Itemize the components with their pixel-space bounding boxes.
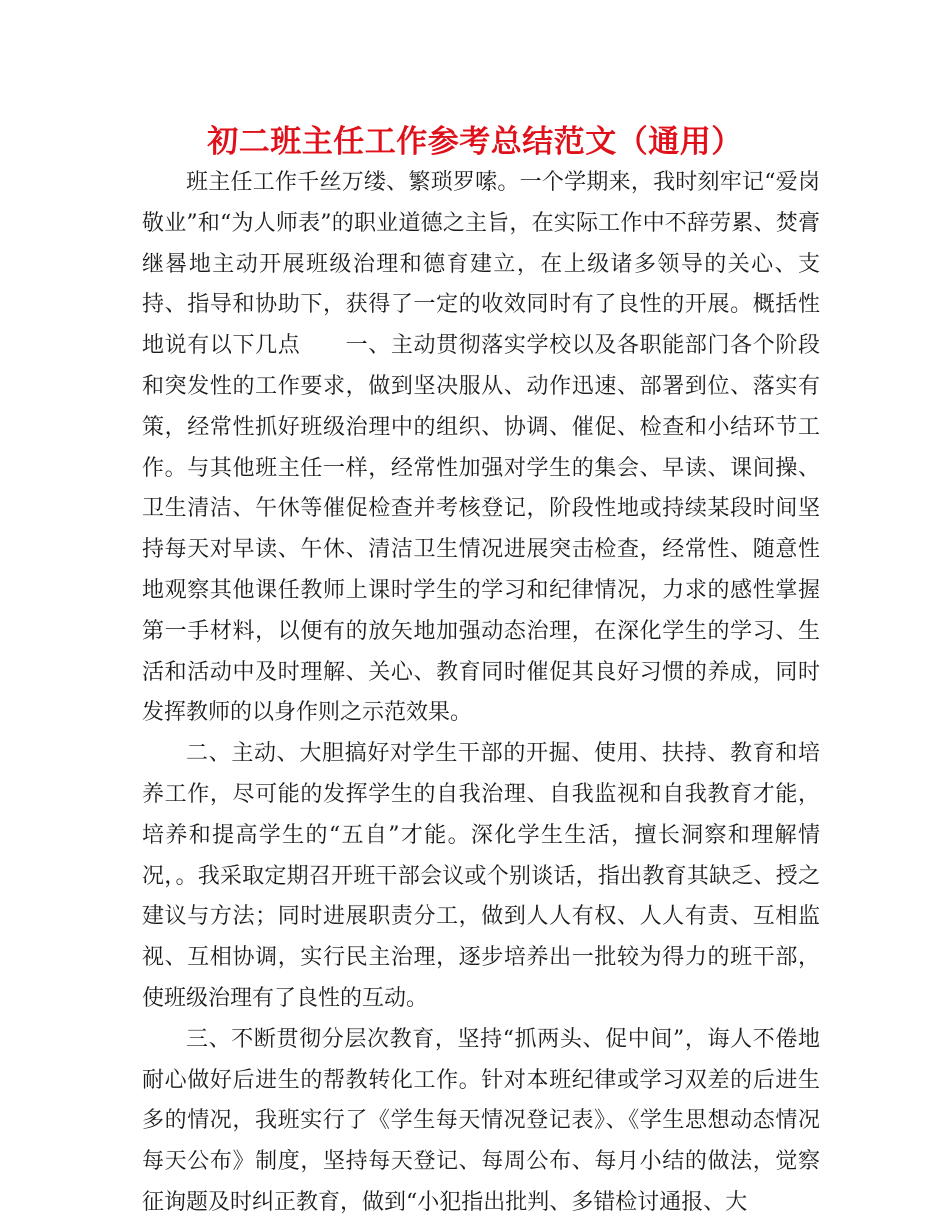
paragraph-2: 二、主动、大胆搞好对学生干部的开掘、使用、扶持、教育和培养工作，尽可能的发挥学生的自我治理、自我监视和自我教育才能，培养和提高学生的“五自”才能。深化学生生活，擅长洞察和理解情况，。我采取定期召开班干部会议或个别谈话，指出教育其缺乏、授之建议与方法；同时进展职责分工，做到人人有权、人人有责、互相监视、互相协调，实行民主治理，逐步培养出一批较为得力的班干部，使班级治理有了良性的互动。 [142, 741, 820, 1011]
paragraph-1: 班主任工作千丝万缕、繁琐罗嗦。一个学期来，我时刻牢记“爱岗敬业”和“为人师表”的职业道德之主旨，在实际工作中不辞劳累、焚膏继晷地主动开展班级治理和德育建立，在上级诸多领导的关心、支持、指导和协助下，获得了一定的收效同时有了良性的开展。概括性地说有以下几点 一、主动贯彻落实学校以及各职能部门各个阶段和突发性的工作要求，做到坚决服从、动作迅速、部署到位、落实有策，经常性抓好班级治理中的组织、协调、催促、检查和小结环节工作。与其他班主任一样，经常性加强对学生的集会、早读、课间操、卫生清洁、午休等催促检查并考核登记，阶段性地或持续某段时间坚持每天对早读、午休、清洁卫生情况进展突击检查，经常性、随意性地观察其他课任教师上课时学生的学习和纪律情况，力求的感性掌握第一手材料，以便有的放矢地加强动态治理，在深化学生的学习、生活和活动中及时理解、关心、教育同时催促其良好习惯的养成，同时发挥教师的以身作则之示范效果。 [142, 170, 820, 726]
document-body [142, 163, 820, 1224]
document-title: 初二班主任工作参考总结范文（通用） [207, 124, 743, 160]
paragraph-3: 三、不断贯彻分层次教育，坚持“抓两头、促中间”，诲人不倦地耐心做好后进生的帮教转化工作。针对本班纪律或学习双差的后进生多的情况，我班实行了《学生每天情况登记表》、《学生思想动态情况每天公布》制度，坚持每天登记、每周公布、每月小结的做法，觉察征询题及时纠正教育，做到“小犯指出批判、多错检讨通报、大 [142, 1026, 820, 1215]
